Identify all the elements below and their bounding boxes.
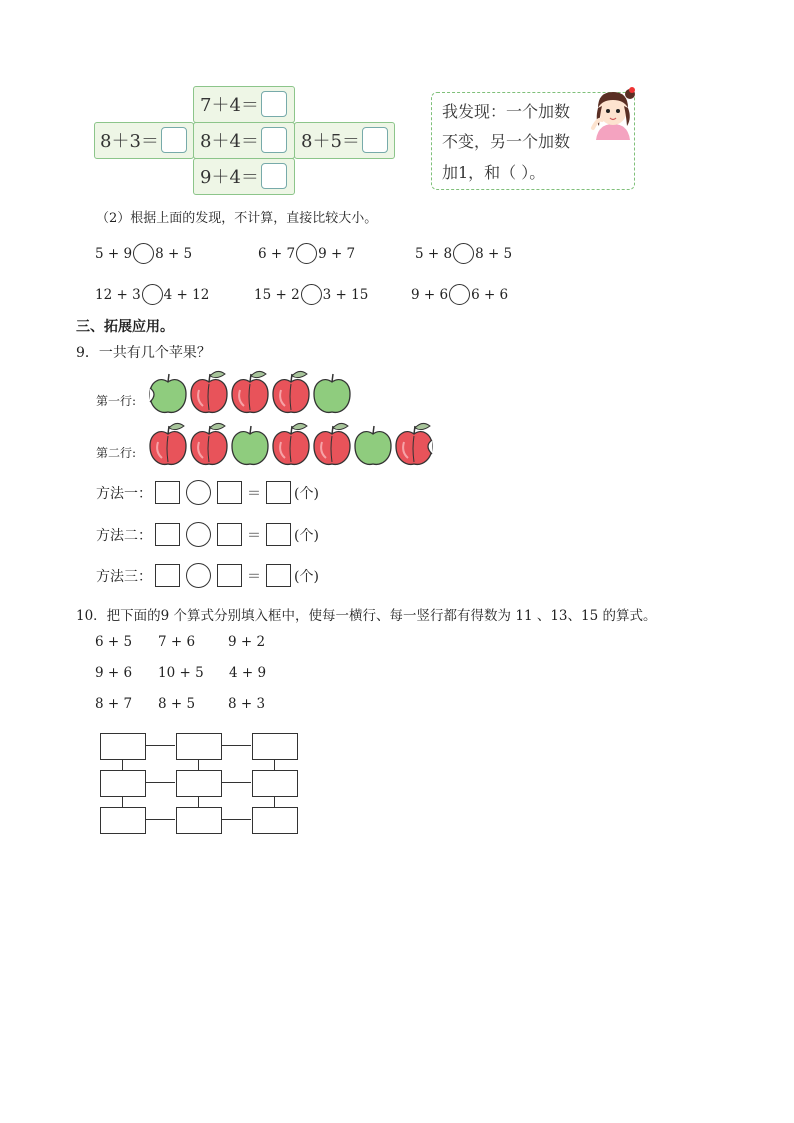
comparison-6 (411, 284, 508, 305)
comparison-5 (254, 284, 368, 305)
h-connector (221, 782, 251, 783)
h-connector (221, 745, 251, 746)
h-connector (145, 745, 175, 746)
apple-green-icon (232, 426, 268, 464)
answer-box[interactable] (217, 564, 242, 587)
answer-box[interactable] (155, 481, 180, 504)
operator-circle[interactable] (186, 480, 211, 505)
cross-right-eq (301, 127, 388, 153)
answer-box[interactable] (217, 481, 242, 504)
grid-box-2-3[interactable] (252, 770, 298, 797)
expr-3-3: 8 + 3 (228, 696, 266, 712)
cmp-left: 5 + 8 (415, 245, 453, 262)
q9-title: 9．一共有几个苹果？ (76, 345, 211, 361)
method-1 (96, 480, 319, 505)
apple-red-icon (273, 371, 309, 412)
row1-label: 第一行: (96, 394, 137, 408)
cmp-left: 9 + 6 (411, 286, 449, 303)
method-3 (96, 563, 319, 588)
comparison-3 (415, 243, 512, 264)
expr-1-3: 9 + 2 (228, 634, 266, 650)
eq-text: 8＋3＝ (100, 131, 159, 152)
comparison-1 (95, 243, 192, 264)
apple-red-bitten-icon (396, 423, 432, 464)
method-2 (96, 522, 319, 547)
expr-1-2: 7 + 6 (158, 634, 196, 650)
section3-title: 三、拓展应用。 (76, 319, 174, 335)
compare-circle[interactable] (142, 284, 163, 305)
note-line-1: 我发现：一个加数 (442, 102, 571, 121)
cross-left-eq (100, 127, 187, 153)
cmp-left: 6 + 7 (258, 245, 296, 262)
unit-label: (个) (294, 568, 319, 585)
grid-box-3-2[interactable] (176, 807, 222, 834)
comparison-4 (95, 284, 209, 305)
apple-green-bitten-icon (150, 374, 186, 412)
cmp-right: 6 + 6 (471, 286, 509, 303)
apple-red-icon (191, 371, 227, 412)
note-line-3: 加1，和（ ）。 (442, 163, 546, 182)
eq-text: 8＋4＝ (200, 131, 259, 152)
equals-sign: ＝ (247, 485, 261, 502)
compare-circle[interactable] (301, 284, 322, 305)
cmp-right: 8 + 5 (475, 245, 513, 262)
apple-red-icon (273, 423, 309, 464)
unit-label: (个) (294, 527, 319, 544)
expr-2-1: 9 + 6 (95, 665, 133, 681)
cross-bottom-eq (200, 163, 287, 189)
answer-box[interactable] (266, 564, 291, 587)
apple-green-icon (314, 374, 350, 412)
grid-box-1-3[interactable] (252, 733, 298, 760)
apple-red-icon (314, 423, 350, 464)
operator-circle[interactable] (186, 522, 211, 547)
grid-box-1-1[interactable] (100, 733, 146, 760)
cmp-right: 3 + 15 (322, 286, 369, 303)
method-label: 方法二： (96, 527, 152, 544)
cross-center-eq (200, 127, 287, 153)
equals-sign: ＝ (247, 527, 261, 544)
cmp-right: 4 + 12 (163, 286, 210, 303)
cross-top-eq (200, 91, 287, 117)
answer-box[interactable] (362, 127, 388, 153)
apple-red-icon (191, 423, 227, 464)
apple-red-icon (232, 371, 268, 412)
method-label: 方法三： (96, 568, 152, 585)
answer-box[interactable] (155, 523, 180, 546)
answer-box[interactable] (217, 523, 242, 546)
apple-row-2 (148, 420, 448, 470)
method-label: 方法一： (96, 485, 152, 502)
answer-box[interactable] (161, 127, 187, 153)
q2-instruction: （2）根据上面的发现，不计算，直接比较大小。 (96, 211, 378, 226)
eq-text: 8＋5＝ (301, 131, 360, 152)
cmp-left: 12 + 3 (95, 286, 141, 303)
cmp-right: 9 + 7 (318, 245, 356, 262)
q10-title: 10．把下面的9 个算式分别填入框中，使每一横行、每一竖行都有得数为 11 、13、15 的算式。 (76, 608, 657, 624)
grid-box-3-3[interactable] (252, 807, 298, 834)
grid-box-2-2[interactable] (176, 770, 222, 797)
unit-label: (个) (294, 485, 319, 502)
cmp-left: 5 + 9 (95, 245, 133, 262)
comparison-2 (258, 243, 355, 264)
compare-circle[interactable] (453, 243, 474, 264)
h-connector (145, 782, 175, 783)
grid-box-1-2[interactable] (176, 733, 222, 760)
compare-circle[interactable] (296, 243, 317, 264)
answer-box[interactable] (266, 523, 291, 546)
cmp-left: 15 + 2 (254, 286, 300, 303)
expr-2-3: 4 + 9 (229, 665, 267, 681)
cmp-right: 8 + 5 (155, 245, 193, 262)
operator-circle[interactable] (186, 563, 211, 588)
eq-text: 7＋4＝ (200, 95, 259, 116)
answer-box[interactable] (261, 91, 287, 117)
apple-green-icon (355, 426, 391, 464)
answer-box[interactable] (261, 127, 287, 153)
grid-box-3-1[interactable] (100, 807, 146, 834)
compare-circle[interactable] (449, 284, 470, 305)
h-connector (221, 819, 251, 820)
apple-row-1 (148, 368, 368, 416)
row2-label: 第二行: (96, 446, 137, 460)
grid-box-2-1[interactable] (100, 770, 146, 797)
answer-box[interactable] (155, 564, 180, 587)
expr-1-1: 6 + 5 (95, 634, 133, 650)
answer-box[interactable] (261, 163, 287, 189)
girl-illustration (586, 84, 640, 140)
apple-red-icon (150, 423, 186, 464)
equals-sign: ＝ (247, 568, 261, 585)
compare-circle[interactable] (133, 243, 154, 264)
expr-3-2: 8 + 5 (158, 696, 196, 712)
expr-2-2: 10 + 5 (158, 665, 204, 681)
eq-text: 9＋4＝ (200, 167, 259, 188)
h-connector (145, 819, 175, 820)
expr-3-1: 8 + 7 (95, 696, 133, 712)
note-line-2: 不变，另一个加数 (442, 132, 571, 151)
answer-box[interactable] (266, 481, 291, 504)
